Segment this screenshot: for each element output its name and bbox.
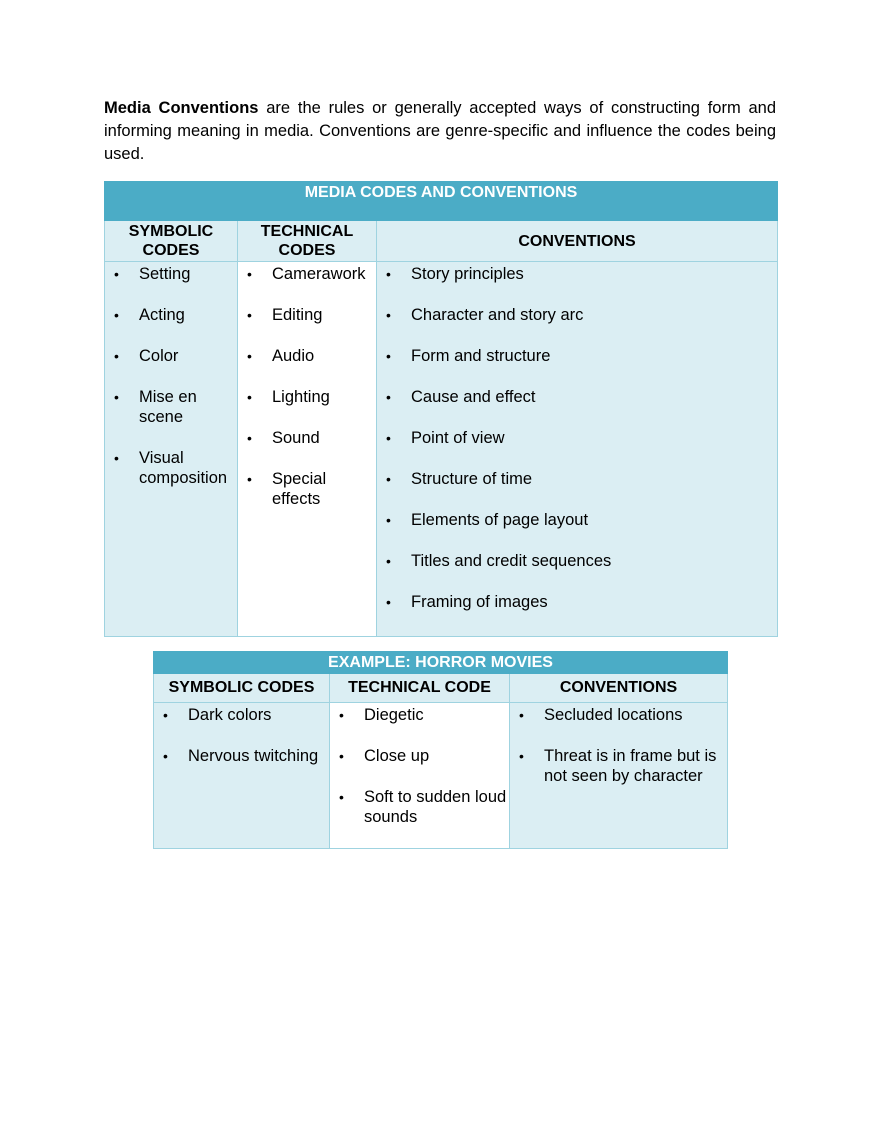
bullet-icon: •: [114, 266, 119, 282]
list-item: [330, 787, 509, 827]
list-item-text: Structure of time: [411, 470, 533, 488]
media-codes-table: [104, 181, 778, 637]
conventions-cell: [377, 262, 778, 637]
list-item: [238, 469, 376, 509]
technical-codes-list: [238, 262, 376, 509]
list-item-text: Diegetic: [364, 706, 424, 724]
bullet-icon: •: [386, 512, 391, 528]
bullet-icon: •: [247, 430, 252, 446]
list-item: [105, 305, 237, 325]
list-item: [377, 387, 777, 407]
list-item: [154, 705, 329, 725]
bullet-icon: •: [114, 389, 119, 405]
list-item: [238, 264, 376, 284]
list-item-text: Cause and effect: [411, 388, 536, 406]
list-item-text: Color: [139, 347, 179, 365]
example-table-title: EXAMPLE: HORROR MOVIES: [154, 652, 728, 674]
list-item-text: Acting: [139, 306, 185, 324]
list-item: [330, 705, 509, 725]
list-item-text: Point of view: [411, 429, 505, 447]
bullet-icon: •: [386, 348, 391, 364]
bullet-icon: •: [386, 389, 391, 405]
list-item-text: Visual composition: [139, 449, 228, 487]
list-item-text: Special effects: [272, 470, 327, 508]
bullet-icon: •: [247, 348, 252, 364]
example-symbolic-list: [154, 703, 329, 766]
list-item: [377, 305, 777, 325]
bullet-icon: •: [339, 748, 344, 764]
list-item: [510, 746, 727, 786]
list-item-text: Mise en scene: [139, 388, 197, 426]
list-item: [377, 264, 777, 284]
list-item: [105, 448, 237, 488]
symbolic-codes-list: [105, 262, 237, 488]
bullet-icon: •: [114, 450, 119, 466]
intro-paragraph: [104, 97, 776, 166]
list-item-text: Sound: [272, 429, 320, 447]
bullet-icon: •: [163, 748, 168, 764]
list-item-text: Soft to sudden loud sounds: [364, 788, 507, 826]
bullet-icon: •: [163, 707, 168, 723]
header-symbolic-codes: SYMBOLIC CODES: [105, 221, 238, 262]
list-item: [377, 469, 777, 489]
list-item-text: Close up: [364, 747, 430, 765]
bullet-icon: •: [247, 307, 252, 323]
bullet-icon: •: [519, 707, 524, 723]
list-item: [377, 592, 777, 612]
list-item-text: Elements of page layout: [411, 511, 589, 529]
list-item: [238, 346, 376, 366]
list-item: [105, 387, 237, 427]
bullet-icon: •: [386, 553, 391, 569]
list-item-text: Editing: [272, 306, 323, 324]
example-header-symbolic: SYMBOLIC CODES: [154, 674, 330, 703]
list-item-text: Lighting: [272, 388, 330, 406]
list-item-text: Nervous twitching: [188, 747, 319, 765]
list-item: [377, 428, 777, 448]
list-item: [330, 746, 509, 766]
bullet-icon: •: [386, 471, 391, 487]
list-item: [238, 387, 376, 407]
intro-term: Media Conventions: [104, 99, 259, 117]
bullet-icon: •: [519, 748, 524, 764]
list-item-text: Framing of images: [411, 593, 548, 611]
bullet-icon: •: [339, 789, 344, 805]
example-conventions-list: [510, 703, 727, 786]
horror-example-table: [153, 651, 728, 849]
list-item-text: Story principles: [411, 265, 524, 283]
list-item: [238, 305, 376, 325]
bullet-icon: •: [114, 307, 119, 323]
bullet-icon: •: [339, 707, 344, 723]
bullet-icon: •: [114, 348, 119, 364]
list-item: [105, 346, 237, 366]
header-technical-codes: TECHNICAL CODES: [238, 221, 377, 262]
list-item-text: Camerawork: [272, 265, 366, 283]
technical-codes-cell: [238, 262, 377, 637]
bullet-icon: •: [386, 307, 391, 323]
list-item-text: Setting: [139, 265, 191, 283]
list-item-text: Audio: [272, 347, 315, 365]
list-item: [510, 705, 727, 725]
example-conventions-cell: [510, 703, 728, 849]
intro-definition: are the rules or generally accepted ways of constructing form and informing meaning in media. Conventions are genre-specific and influence the codes being used.: [104, 99, 777, 163]
list-item-text: Secluded locations: [544, 706, 683, 724]
bullet-icon: •: [247, 389, 252, 405]
example-header-conventions: CONVENTIONS: [510, 674, 728, 703]
list-item: [377, 551, 777, 571]
symbolic-codes-cell: [105, 262, 238, 637]
list-item: [377, 510, 777, 530]
list-item-text: Form and structure: [411, 347, 551, 365]
example-technical-cell: [330, 703, 510, 849]
example-symbolic-cell: [154, 703, 330, 849]
list-item: [105, 264, 237, 284]
header-conventions: CONVENTIONS: [377, 221, 778, 262]
bullet-icon: •: [247, 266, 252, 282]
bullet-icon: •: [386, 594, 391, 610]
list-item-text: Character and story arc: [411, 306, 584, 324]
list-item: [154, 746, 329, 766]
list-item: [377, 346, 777, 366]
conventions-list: [377, 262, 777, 612]
bullet-icon: •: [247, 471, 252, 487]
example-header-technical: TECHNICAL CODE: [330, 674, 510, 703]
example-technical-list: [330, 703, 509, 827]
list-item-text: Threat is in frame but is not seen by character: [544, 747, 717, 785]
bullet-icon: •: [386, 430, 391, 446]
list-item-text: Titles and credit sequences: [411, 552, 612, 570]
list-item: [238, 428, 376, 448]
list-item-text: Dark colors: [188, 706, 272, 724]
bullet-icon: •: [386, 266, 391, 282]
main-table-title: MEDIA CODES AND CONVENTIONS: [105, 182, 778, 221]
